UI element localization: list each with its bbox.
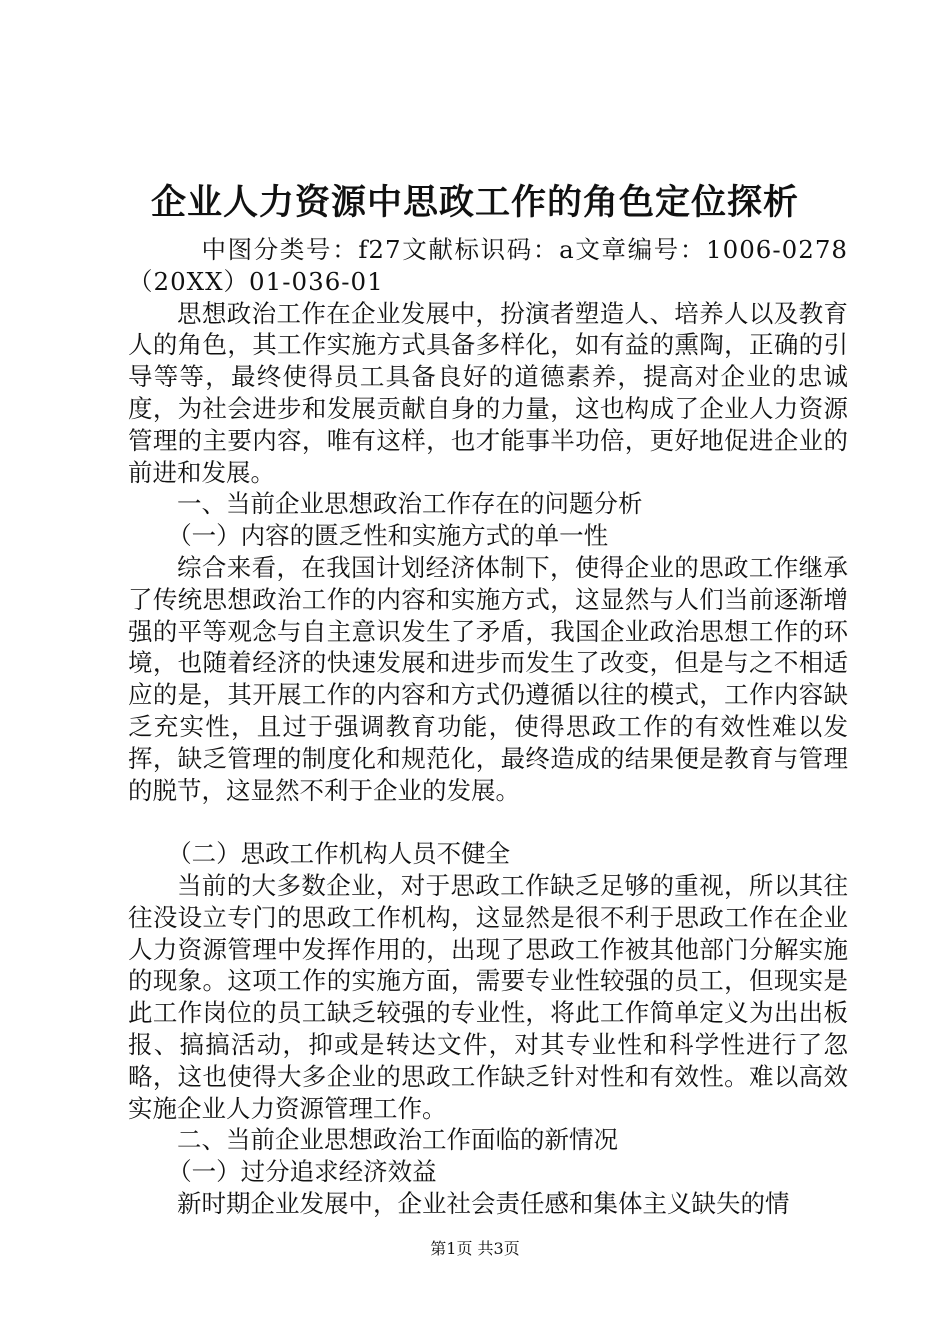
section-1-subheading-1: （一）内容的匮乏性和实施方式的单一性: [167, 521, 609, 551]
section-2-paragraph-1: 新时期企业发展中，企业社会责任感和集体主义缺失的情: [177, 1188, 790, 1218]
section-2-subheading-1: （一）过分追求经济效益: [167, 1157, 437, 1187]
section-1-paragraph-1: 综合来看，在我国计划经济体制下，使得企业的思政工作继承了传统思想政治工作的内容和实施方式，这显然与人们当前逐渐增强的平等观念与自主意识发生了矛盾，我国企业政治思想工作的环境，也随着经济的快速发展和进步而发生了改变，但是与之不相适应的是，其开展工作的内容和方式仍遵循以往的模式，工作内容缺乏充实性，且过于强调教育功能，使得思政工作的有效性难以发挥，缺乏管理的制度化和规范化，最终造成的结果便是教育与管理的脱节，这显然不利于企业的发展。: [128, 552, 848, 805]
section-1-heading: 一、当前企业思想政治工作存在的问题分析: [177, 489, 643, 519]
section-1-paragraph-2: 当前的大多数企业，对于思政工作缺乏足够的重视，所以其往往没设立专门的思政工作机构，这显然是很不利于思政工作在企业人力资源管理中发挥作用的，出现了思政工作被其他部门分解实施的现象。这项工作的实施方面，需要专业性较强的员工，但现实是此工作岗位的员工缺乏较强的专业性，将此工作简单定义为出出板报、搞搞活动，抑或是转达文件，对其专业性和科学性进行了忽略，这也使得大多企业的思政工作缺乏针对性和有效性。难以高效实施企业人力资源管理工作。: [128, 870, 848, 1123]
classification-meta-line: 中图分类号：f27文献标识码：a文章编号：1006-0278（20XX）01-036-01: [128, 235, 848, 296]
page-footer: 第1页 共3页: [430, 1239, 520, 1258]
intro-paragraph: 思想政治工作在企业发展中，扮演者塑造人、培养人以及教育人的角色，其工作实施方式具备多样化，如有益的熏陶，正确的引导等等，最终使得员工具备良好的道德素养，提高对企业的忠诚度，为社会进步和发展贡献自身的力量，这也构成了企业人力资源管理的主要内容，唯有这样，也才能事半功倍，更好地促进企业的前进和发展。: [128, 298, 848, 487]
section-1-subheading-2: （二）思政工作机构人员不健全: [167, 839, 511, 869]
document-title: 企业人力资源中思政工作的角色定位探析: [150, 182, 799, 223]
section-2-heading: 二、当前企业思想政治工作面临的新情况: [177, 1125, 618, 1155]
paragraph-gap: [128, 806, 848, 838]
document-body: [128, 234, 848, 1220]
